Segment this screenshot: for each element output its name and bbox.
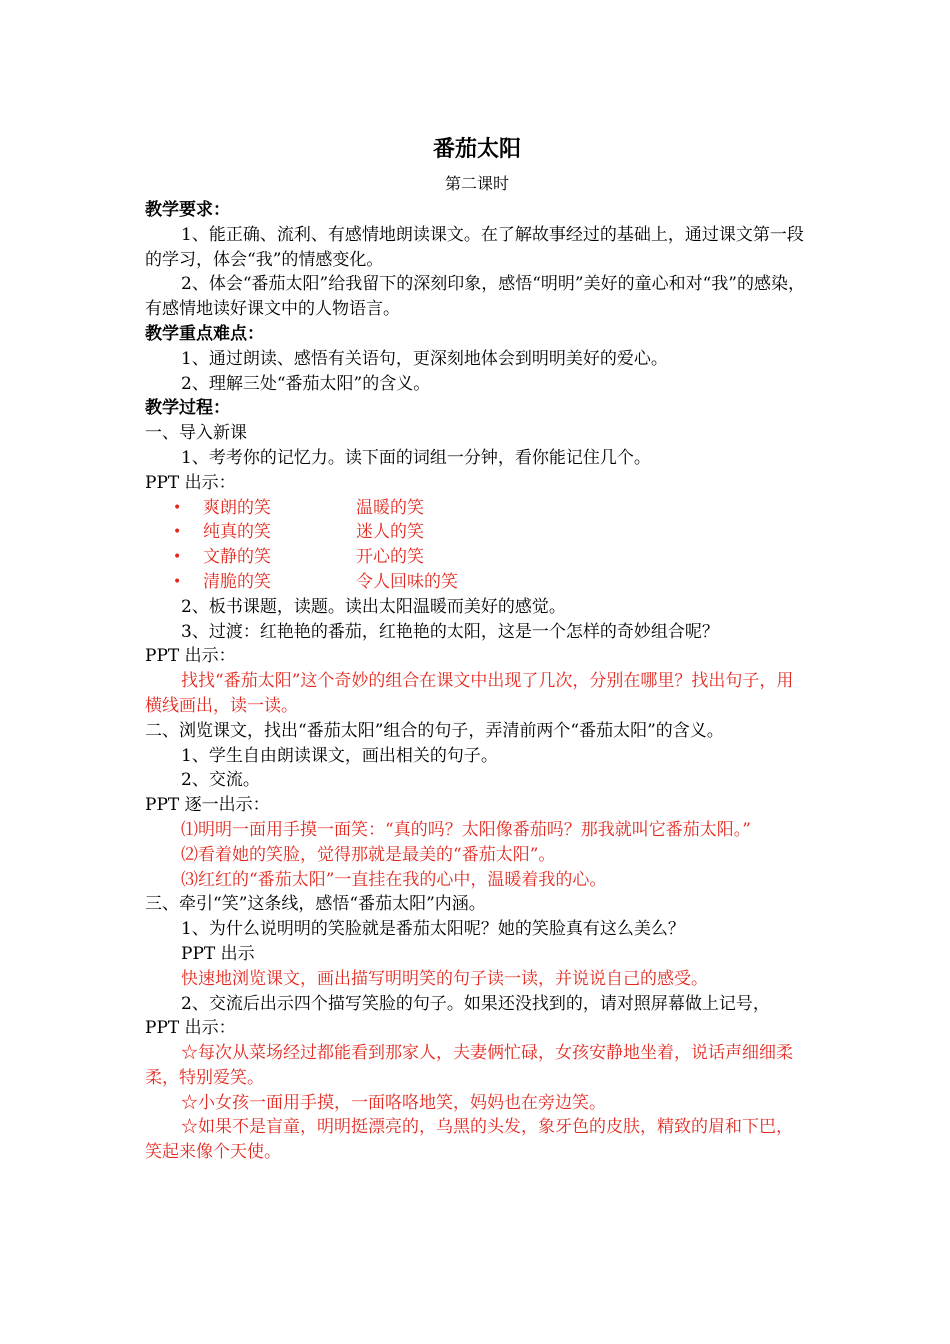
part3-step1: 1、为什么说明明的笑脸就是番茄太阳呢？她的笑脸真有这么美么？: [181, 919, 685, 940]
part2-step2: 2、交流。: [181, 770, 260, 791]
part3-step2: 2、交流后出示四个描写笑脸的句子。如果还没找到的，请对照屏幕做上记号，: [181, 993, 770, 1014]
ppt-label: PPT 出示: [181, 943, 255, 964]
key-point-item: 2、理解三处“番茄太阳”的含义。: [181, 373, 431, 394]
bullet-dot-icon: •: [173, 524, 182, 541]
ppt-item: ⑴明明一面用手摸一面笑：“真的吗？太阳像番茄吗？那我就叫它番茄太阳。”: [181, 819, 751, 840]
bullet-row: [145, 496, 809, 521]
process-heading: 教学过程：: [145, 398, 230, 419]
bullet-row: [145, 520, 809, 545]
document-title: 番茄太阳: [432, 137, 521, 162]
phrase-left: 文静的笑: [203, 547, 271, 568]
part2-title: 二、浏览课文，找出“番茄太阳”组合的句子，弄清前两个“番茄太阳”的含义。: [145, 720, 724, 741]
ppt-label: PPT 出示：: [145, 472, 236, 493]
part2-step1: 1、学生自由朗读课文，画出相关的句子。: [181, 745, 498, 766]
ppt-item: ☆如果不是盲童，明明挺漂亮的，乌黑的头发，象牙色的皮肤，精致的眉和下巴，笑起来像个天使。: [145, 1117, 793, 1163]
part1-step3: 3、过渡：红艳艳的番茄，红艳艳的太阳，这是一个怎样的奇妙组合呢？: [181, 621, 719, 642]
ppt-label: PPT 出示：: [145, 646, 236, 667]
phrase-right: 令人回味的笑: [356, 571, 458, 592]
ppt-text: 找找“番茄太阳”这个奇妙的组合在课文中出现了几次，分别在哪里？找出句子，用横线画出，读一读。: [145, 671, 794, 716]
ppt-item: ⑶红红的“番茄太阳”一直挂在我的心中，温暖着我的心。: [181, 869, 607, 890]
bullet-dot-icon: •: [173, 549, 182, 566]
document-body: [145, 130, 809, 1165]
key-point-item: 1、通过朗读、感悟有关语句，更深刻地体会到明明美好的爱心。: [181, 348, 668, 369]
phrase-right: 迷人的笑: [356, 522, 424, 543]
requirement-item: 1、能正确、流利、有感情地朗读课文。在了解故事经过的基础上，通过课文第一段的学习，体会“我”的情感变化。: [145, 224, 804, 270]
key-points-heading: 教学重点难点：: [145, 323, 264, 344]
bullet-row: [145, 570, 809, 595]
ppt-label: PPT 出示：: [145, 1018, 236, 1039]
bullet-dot-icon: •: [173, 573, 182, 590]
bullet-dot-icon: •: [173, 499, 182, 516]
bullet-row: [145, 545, 809, 570]
requirement-item: 2、体会“番茄太阳”给我留下的深刻印象，感悟“明明”美好的童心和对“我”的感染，有感情地读好课文中的人物语言。: [145, 274, 805, 320]
part1-step2: 2、板书课题，读题。读出太阳温暖而美好的感觉。: [181, 596, 566, 617]
ppt-label: PPT 逐一出示：: [145, 795, 270, 816]
ppt-item: ☆每次从菜场经过都能看到那家人，夫妻俩忙碌，女孩安静地坐着，说话声细细柔柔，特别爱笑。: [145, 1043, 793, 1088]
phrase-left: 清脆的笑: [203, 571, 271, 592]
ppt-item: ☆小女孩一面用手摸，一面咯咯地笑，妈妈也在旁边笑。: [181, 1092, 606, 1113]
ppt-text: 快速地浏览课文，画出描写明明笑的句子读一读，并说说自己的感受。: [181, 968, 708, 989]
phrase-left: 爽朗的笑: [203, 497, 271, 518]
requirements-heading: 教学要求：: [145, 200, 230, 220]
part1-title: 一、导入新课: [145, 423, 247, 444]
ppt-item: ⑵看着她的笑脸，觉得那就是最美的“番茄太阳”。: [181, 844, 556, 865]
phrase-right: 温暖的笑: [356, 497, 424, 518]
phrase-right: 开心的笑: [356, 547, 424, 568]
part1-step1: 1、考考你的记忆力。读下面的词组一分钟，看你能记住几个。: [181, 447, 651, 468]
document-subtitle: 第二课时: [444, 174, 509, 193]
part3-title: 三、牵引“笑”这条线，感悟“番茄太阳”内涵。: [145, 894, 486, 915]
phrase-left: 纯真的笑: [203, 522, 271, 543]
phrase-bullet-list: [145, 496, 809, 595]
